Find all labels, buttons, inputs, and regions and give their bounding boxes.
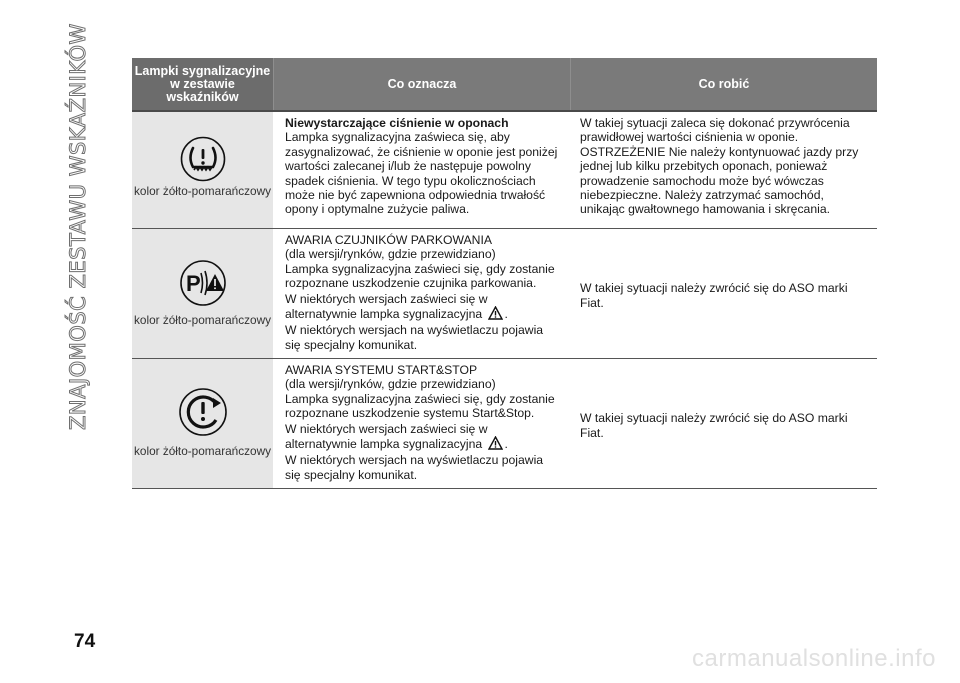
display-message-note: W niektórych wersjach na wyświetlaczu pojawia się specjalny komunikat. <box>285 323 544 352</box>
warning-title: AWARIA CZUJNIKÓW PARKOWANIA <box>285 233 492 247</box>
icon-cell <box>132 229 273 358</box>
warning-triangle-icon <box>488 306 503 323</box>
action-cell: W takiej sytuacji należy zwrócić się do ASO marki Fiat. <box>580 411 848 440</box>
watermark: carmanualsonline.info <box>692 645 936 672</box>
meaning-cell <box>273 112 570 228</box>
page-number: 74 <box>74 631 96 652</box>
svg-text:P: P <box>185 271 201 296</box>
header-col-lights <box>132 58 273 110</box>
meaning-cell <box>273 229 570 358</box>
warning-title: Niewystarczające ciśnienie w oponach <box>285 116 509 130</box>
warning-description: Lampka sygnalizacyjna zaświeci się, gdy zostanie rozpoznane uszkodzenie systemu Start&Stop. <box>285 391 555 421</box>
alternative-light-note: W niektórych wersjach zaświeci się w alternatywnie lampka sygnalizacyjna . <box>285 422 562 454</box>
availability-note: (dla wersji/rynków, gdzie przewidziano) <box>285 377 496 392</box>
color-label: kolor żółto-pomarańczowy <box>133 444 272 458</box>
table-row <box>132 112 877 229</box>
header-col-lights-text: Lampki sygnalizacyjne w zestawie wskaźników <box>134 63 271 104</box>
section-side-title: ZNAJOMOŚĆ ZESTAWU WSKAŹNIKÓW <box>66 23 90 430</box>
table-row <box>132 359 877 489</box>
start-stop-failure-icon <box>132 387 273 437</box>
tire-pressure-warning-icon <box>132 136 273 182</box>
table-row <box>132 229 877 359</box>
table-header <box>132 58 877 110</box>
warning-description: Lampka sygnalizacyjna zaświeci się, gdy zostanie rozpoznane uszkodzenie czujnika parkowania. <box>285 261 555 291</box>
parking-sensor-failure-icon <box>132 259 273 307</box>
availability-note: (dla wersji/rynków, gdzie przewidziano) <box>285 247 496 262</box>
color-label: kolor żółto-pomarańczowy <box>133 184 272 198</box>
header-col-meaning: Co oznacza <box>273 58 570 110</box>
meaning-cell <box>273 359 570 488</box>
display-message-note: W niektórych wersjach na wyświetlaczu pojawia się specjalny komunikat. <box>285 453 544 482</box>
color-label: kolor żółto-pomarańczowy <box>133 313 272 327</box>
warning-title: AWARIA SYSTEMU START&STOP <box>285 363 478 377</box>
header-col-action: Co robić <box>570 58 877 110</box>
action-cell: W takiej sytuacji należy zwrócić się do ASO marki Fiat. <box>580 281 848 310</box>
icon-cell <box>132 112 273 228</box>
alternative-light-note: W niektórych wersjach zaświeci się w alternatywnie lampka sygnalizacyjna . <box>285 292 562 324</box>
icon-cell <box>132 359 273 488</box>
warning-description: Lampka sygnalizacyjna zaświeca się, aby zasygnalizować, że ciśnienie w oponie jest poniżej wartości zalecanej i/lub że następuje powolny spadek ciśnienia. W tego typu okolicznościach może nie być zapewniona odpowiednia trwałość opony i optymalne zużycie paliwa. <box>285 130 558 217</box>
action-cell: W takiej sytuacji zaleca się dokonać przywrócenia prawidłowej wartości ciśnienia w oponie. OSTRZEŻENIE Nie należy kontynuować jazdy przy jednej lub kilku przebitych oponach, ponieważ prowadzenie samochodu może być wówczas niebezpieczne. Należy zatrzymać samochód, unikając gwałtownego hamowania i skręcania. <box>580 116 859 217</box>
warning-triangle-icon <box>488 436 503 453</box>
warning-lights-table <box>132 58 877 489</box>
